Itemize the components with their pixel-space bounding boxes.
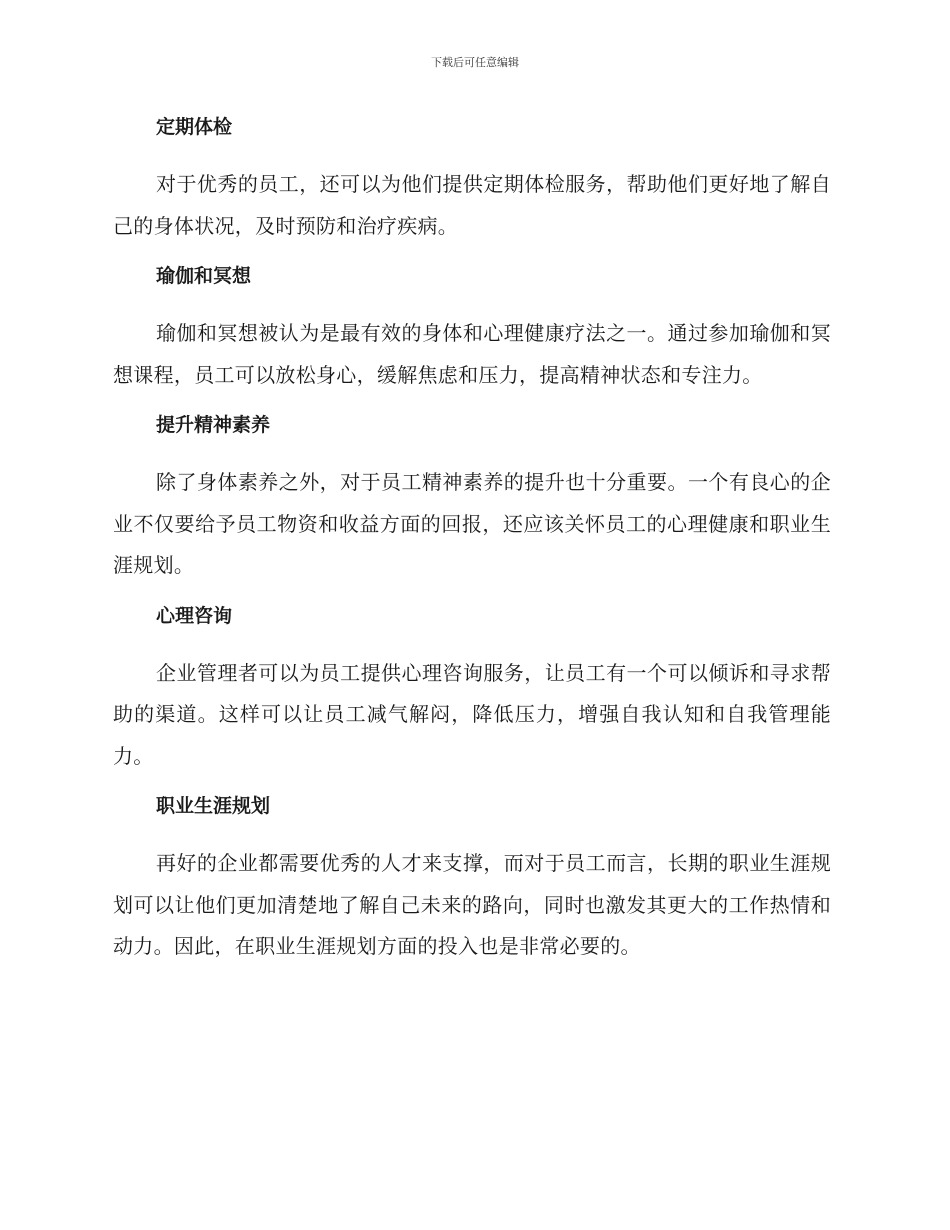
section-heading: 提升精神素养 [156, 414, 271, 436]
section-paragraph: 再好的企业都需要优秀的人才来支撑，而对于员工而言，长期的职业生涯规划可以让他们更加清楚地了解自己未来的路向，同时也激发其更大的工作热情和动力。因此，在职业生涯规划方面的投入也是非常必要的。 [113, 851, 831, 958]
section-counseling [113, 601, 831, 792]
section-yoga-meditation [113, 261, 831, 410]
section-heading: 职业生涯规划 [156, 795, 271, 817]
section-mental-literacy [113, 410, 831, 601]
section-paragraph: 瑜伽和冥想被认为是最有效的身体和心理健康疗法之一。通过参加瑜伽和冥想课程，员工可以放松身心，缓解焦虑和压力，提高精神状态和专注力。 [113, 321, 831, 387]
section-career-planning [113, 791, 831, 968]
section-paragraph: 企业管理者可以为员工提供心理咨询服务，让员工有一个可以倾诉和寻求帮助的渠道。这样可以让员工减气解闷，降低压力，增强自我认知和自我管理能力。 [113, 660, 831, 768]
section-regular-checkup [113, 112, 831, 261]
section-heading: 瑜伽和冥想 [156, 265, 252, 287]
document-body [113, 112, 831, 968]
page-header: 下载后可任意编辑 [431, 56, 519, 69]
section-paragraph: 除了身体素养之外，对于员工精神素养的提升也十分重要。一个有良心的企业不仅要给予员工物资和收益方面的回报，还应该关怀员工的心理健康和职业生涯规划。 [113, 470, 831, 577]
section-heading: 定期体检 [156, 116, 233, 138]
section-paragraph: 对于优秀的员工，还可以为他们提供定期体检服务，帮助他们更好地了解自己的身体状况，及时预防和治疗疾病。 [113, 172, 831, 238]
section-heading: 心理咨询 [156, 604, 233, 627]
